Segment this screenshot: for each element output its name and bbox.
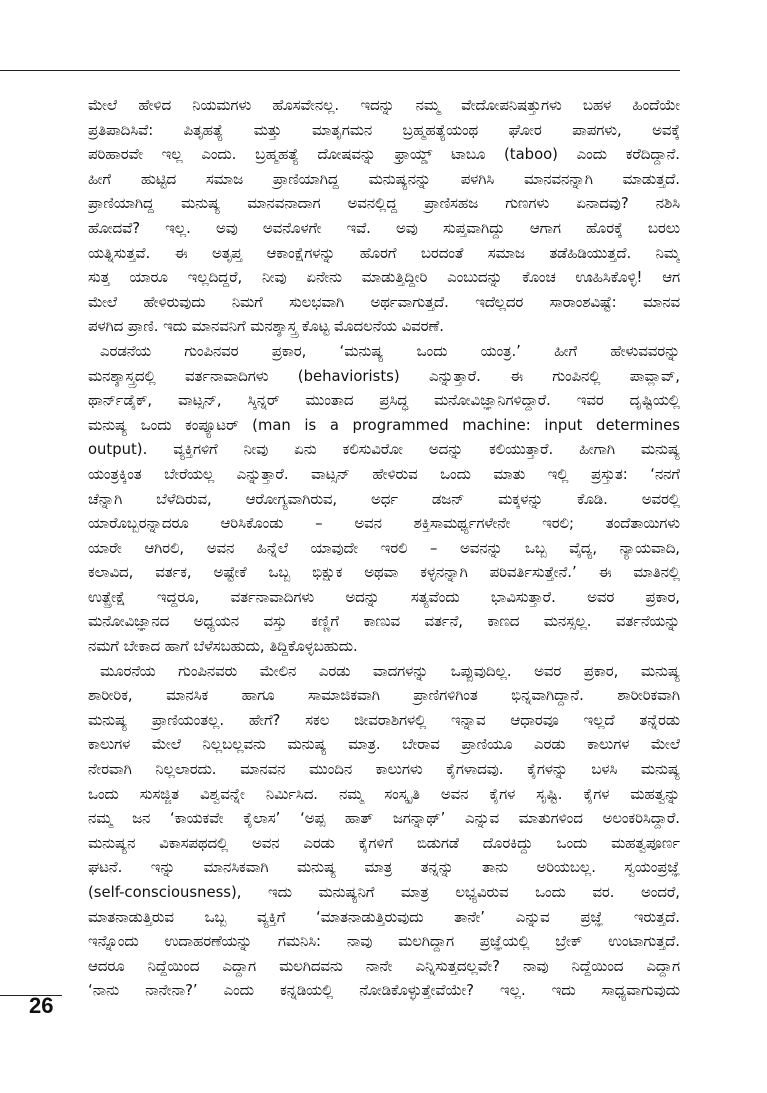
body-text: [88, 94, 680, 1004]
text-line: ನಮ್ಮ ಜನ ‘ಕಾಯಕವೇ ಕೈಲಾಸ’ ‘ಅಪ್ಪ ಹಾತ್ ಜಗನ್ನಾಥ್’ ಎನ್ನುವ ಮಾತುಗಳಿಂದ ಅಲಂಕರಿಸಿದ್ದಾರೆ.: [88, 810, 680, 828]
text-line: ಮಾತನಾಡುತ್ತಿರುವ ಒಬ್ಬ ವ್ಯಕ್ತಿಗೆ ‘ಮಾತನಾಡುತ್ತಿರುವುದು ತಾನೇ’ ಎನ್ನುವ ಪ್ರಜ್ಞೆ ಇರುತ್ತದೆ.: [88, 908, 680, 926]
text-line: ಉತ್ಪ್ರೇಕ್ಷೆ ಇದ್ದರೂ, ವರ್ತನಾವಾದಿಗಳು ಅದನ್ನು ಸತ್ಯವೆಂದು ಭಾವಿಸುತ್ತಾರೆ. ಅವರ ಪ್ರಕಾರ,: [88, 588, 680, 606]
text-line: ಯತ್ನಿಸುತ್ತವೆ. ಈ ಅತೃಪ್ತ ಆಕಾಂಕ್ಷೆಗಳನ್ನು ಹೊರಗೆ ಬರದಂತೆ ಸಮಾಜ ತಡೆಹಿಡಿಯುತ್ತದೆ. ನಿಮ್ಮ: [88, 244, 680, 262]
text-line: ಮನುಷ್ಯನ ವಿಕಾಸಪಥದಲ್ಲಿ ಅವನ ಎರಡು ಕೈಗಳಿಗೆ ಬಿಡುಗಡೆ ದೊರಕಿದ್ದು ಒಂದು ಮಹತ್ವಪೂರ್ಣ: [88, 834, 680, 852]
text-line: ಮೂರನೆಯ ಗುಂಪಿನವರು ಮೇಲಿನ ಎರಡು ವಾದಗಳನ್ನು ಒಪ್ಪುವುದಿಲ್ಲ. ಅವರ ಪ್ರಕಾರ, ಮನುಷ್ಯ: [100, 662, 680, 680]
text-line: ಥಾರ್ನ್‌ಡೈಕ್, ವಾಟ್ಸನ್, ಸ್ಕಿನ್ನರ್ ಮುಂತಾದ ಪ್ರಸಿದ್ಧ ಮನೋವಿಜ್ಞಾನಿಗಳಿದ್ದಾರೆ. ಇವರ ದೃಷ್ಟಿಯಲ್ಲಿ: [88, 392, 680, 410]
text-line: ಪರಿಹಾರವೇ ಇಲ್ಲ ಎಂದು. ಬ್ರಹ್ಮಹತ್ಯೆ ದೋಷವನ್ನು ಫ್ರಾಯ್ಡ್ ಟಾಬೂ (taboo) ಎಂದು ಕರೆದಿದ್ದಾನೆ.: [88, 146, 680, 164]
text-line: ಒಂದು ಸುಸಜ್ಜಿತ ವಿಶ್ವವನ್ನೇ ನಿರ್ಮಿಸಿದ. ನಮ್ಮ ಸಂಸ್ಕೃತಿ ಅವನ ಕೈಗಳ ಸೃಷ್ಟಿ. ಕೈಗಳ ಮಹತ್ವನ್ನು: [88, 785, 680, 803]
text-line: ಕಾಲುಗಳ ಮೇಲೆ ನಿಲ್ಲಬಲ್ಲವನು ಮನುಷ್ಯ ಮಾತ್ರ. ಬೇರಾವ ಪ್ರಾಣಿಯೂ ಎರಡು ಕಾಲುಗಳ ಮೇಲೆ: [88, 736, 680, 754]
text-line: ಮನುಷ್ಯ ಒಂದು ಕಂಪ್ಯೂಟರ್ (man is a programmed machine: input determines: [88, 416, 680, 434]
text-line: ಇನ್ನೊಂದು ಉದಾಹರಣೆಯನ್ನು ಗಮನಿಸಿ: ನಾವು ಮಲಗಿದ್ದಾಗ ಪ್ರಜ್ಞೆಯಲ್ಲಿ ಬ್ರೇಕ್ ಉಂಟಾಗುತ್ತದೆ.: [88, 933, 680, 951]
text-line: ಘಟನೆ. ಇನ್ನು ಮಾನಸಿಕವಾಗಿ ಮನುಷ್ಯ ಮಾತ್ರ ತನ್ನನ್ನು ತಾನು ಅರಿಯಬಲ್ಲ. ಸ್ವಯಂಪ್ರಜ್ಞೆ: [88, 859, 680, 877]
text-line: ಮನುಷ್ಯ ಪ್ರಾಣಿಯಂತಲ್ಲ. ಹೇಗೆ? ಸಕಲ ಜೀವರಾಶಿಗಳಲ್ಲಿ ಇನ್ನಾವ ಆಧಾರವೂ ಇಲ್ಲದೆ ತನ್ನೆರಡು: [88, 711, 680, 729]
text-line: ಹೋದವೆ? ಇಲ್ಲ. ಅವು ಅವನೊಳಗೇ ಇವೆ. ಅವು ಸುಪ್ತವಾಗಿದ್ದು ಆಗಾಗ ಹೊರಕ್ಕೆ ಬರಲು: [88, 219, 680, 237]
text-line: ‘ನಾನು ನಾನೇನಾ?’ ಎಂದು ಕನ್ನಡಿಯಲ್ಲಿ ನೋಡಿಕೊಳ್ಳುತ್ತೇವೆಯೇ? ಇಲ್ಲ. ಇದು ಸಾಧ್ಯವಾಗುವುದು: [88, 982, 680, 1000]
text-line: ಯಂತ್ರಕ್ಕಿಂತ ಬೇರೆಯಲ್ಲ ಎನ್ನುತ್ತಾರೆ. ವಾಟ್ಸನ್ ಹೇಳಿರುವ ಒಂದು ಮಾತು ಇಲ್ಲಿ ಪ್ರಸ್ತುತ: ‘ನನಗೆ: [88, 465, 680, 483]
text-line: ನೇರವಾಗಿ ನಿಲ್ಲಲಾರದು. ಮಾನವನ ಮುಂದಿನ ಕಾಲುಗಳು ಕೈಗಳಾದವು. ಕೈಗಳನ್ನು ಬಳಸಿ ಮನುಷ್ಯ: [88, 761, 680, 779]
text-line: ಆದರೂ ನಿದ್ದೆಯಿಂದ ಎದ್ದಾಗ ಮಲಗಿದವನು ನಾನೇ ಎನ್ನಿಸುತ್ತದಲ್ಲವೇ? ನಾವು ನಿದ್ದೆಯಿಂದ ಎದ್ದಾಗ: [88, 957, 680, 975]
text-line: ಯಾರೊಬ್ಬರನ್ನಾದರೂ ಆರಿಸಿಕೊಂಡು – ಅವನ ಶಕ್ತಿಸಾಮರ್ಥ್ಯಗಳೇನೇ ಇರಲಿ; ತಂದೆತಾಯಿಗಳು: [88, 515, 680, 533]
text-line: ಮನಶ್ಶಾಸ್ತ್ರದಲ್ಲಿ ವರ್ತನಾವಾದಿಗಳು (behaviorists) ಎನ್ನುತ್ತಾರೆ. ಈ ಗುಂಪಿನಲ್ಲಿ ಪಾವ್ಲಾವ್,: [88, 367, 680, 385]
text-line: ಸುತ್ತ ಯಾರೂ ಇಲ್ಲದಿದ್ದರೆ, ನೀವು ಏನೇನು ಮಾಡುತ್ತಿದ್ದೀರಿ ಎಂಬುದನ್ನು ಕೊಂಚ ಊಹಿಸಿಕೊಳ್ಳಿ! ಆಗ: [88, 269, 680, 287]
text-line: ಚೆನ್ನಾಗಿ ಬೆಳೆದಿರುವ, ಆರೋಗ್ಯವಾಗಿರುವ, ಅರ್ಧ ಡಜನ್ ಮಕ್ಕಳನ್ನು ಕೊಡಿ. ಅವರಲ್ಲಿ: [88, 490, 680, 508]
header-rule: [0, 70, 680, 71]
text-line: ಕಲಾವಿದ, ವರ್ತಕ, ಅಷ್ಟೇಕೆ ಒಬ್ಬ ಭಿಕ್ಷುಕ ಅಥವಾ ಕಳ್ಳನನ್ನಾಗಿ ಪರಿವರ್ತಿಸುತ್ತೇನೆ.’ ಈ ಮಾತಿನಲ್ಲಿ: [88, 564, 680, 582]
text-line: ನಮಗೆ ಬೇಕಾದ ಹಾಗೆ ಬೆಳೆಸಬಹುದು, ತಿದ್ದಿಕೊಳ್ಳಬಹುದು.: [88, 638, 358, 656]
text-line: ಶಾರೀರಿಕ, ಮಾನಸಿಕ ಹಾಗೂ ಸಾಮಾಜಿಕವಾಗಿ ಪ್ರಾಣಿಗಳಿಗಿಂತ ಭಿನ್ನವಾಗಿದ್ದಾನೆ. ಶಾರೀರಿಕವಾಗಿ: [88, 687, 680, 705]
text-line: ಪಳಗಿದ ಪ್ರಾಣಿ. ಇದು ಮಾನವನಿಗೆ ಮನಶ್ಶಾಸ್ತ್ರ ಕೊಟ್ಟ ಮೊದಲನೆಯ ವಿವರಣೆ.: [88, 318, 444, 336]
text-line: ಹೀಗೆ ಹುಟ್ಟಿದ ಸಮಾಜ ಪ್ರಾಣಿಯಾಗಿದ್ದ ಮನುಷ್ಯನನ್ನು ಪಳಗಿಸಿ ಮಾನವನನ್ನಾಗಿ ಮಾಡುತ್ತದೆ.: [88, 170, 680, 188]
text-line: ಮನೋವಿಜ್ಞಾನದ ಅಧ್ಯಯನ ವಸ್ತು ಕಣ್ಣಿಗೆ ಕಾಣುವ ವರ್ತನೆ, ಕಾಣದ ಮನಸ್ಸಲ್ಲ. ವರ್ತನೆಯನ್ನು: [88, 613, 680, 631]
text-line: ಮೇಲೆ ಹೇಳಿರುವುದು ನಿಮಗೆ ಸುಲಭವಾಗಿ ಅರ್ಥವಾಗುತ್ತದೆ. ಇದೆಲ್ಲದರ ಸಾರಾಂಶವಿಷ್ಟೆ: ಮಾನವ: [88, 293, 680, 311]
text-line: ಪ್ರತಿಪಾದಿಸಿವೆ: ಪಿತೃಹತ್ಯೆ ಮತ್ತು ಮಾತೃಗಮನ ಬ್ರಹ್ಮಹತ್ಯೆಯಂಥ ಘೋರ ಪಾಪಗಳು, ಅವಕ್ಕೆ: [88, 121, 680, 139]
text-line: ಮೇಲೆ ಹೇಳಿದ ನಿಯಮಗಳು ಹೊಸವೇನಲ್ಲ. ಇದನ್ನು ನಮ್ಮ ವೇದೋಪನಿಷತ್ತುಗಳು ಬಹಳ ಹಿಂದೆಯೇ: [88, 97, 680, 114]
text-line: (self-consciousness), ಇದು ಮನುಷ್ಯನಿಗೆ ಮಾತ್ರ ಲಭ್ಯವಿರುವ ಒಂದು ವರ. ಅಂದರೆ,: [88, 884, 680, 901]
text-line: ಎರಡನೆಯ ಗುಂಪಿನವರ ಪ್ರಕಾರ, ‘ಮನುಷ್ಯ ಒಂದು ಯಂತ್ರ.’ ಹೀಗೆ ಹೇಳುವವರನ್ನು: [100, 342, 680, 360]
text-line: ಪ್ರಾಣಿಯಾಗಿದ್ದ ಮನುಷ್ಯ ಮಾನವನಾದಾಗ ಅವನಲ್ಲಿದ್ದ ಪ್ರಾಣಿಸಹಜ ಗುಣಗಳು ಏನಾದವು? ನಶಿಸಿ: [88, 195, 680, 213]
text-line: ಯಾರೇ ಆಗಿರಲಿ, ಅವನ ಹಿನ್ನೆಲೆ ಯಾವುದೇ ಇರಲಿ – ಅವನನ್ನು ಒಬ್ಬ ವೈದ್ಯ, ನ್ಯಾಯವಾದಿ,: [88, 539, 680, 557]
page-number: 26: [29, 993, 54, 1018]
text-line: output). ವ್ಯಕ್ತಿಗಳಿಗೆ ನೀವು ಏನು ಕಲಿಸುವಿರೋ ಅದನ್ನು ಕಲಿಯುತ್ತಾರೆ. ಹೀಗಾಗಿ ಮನುಷ್ಯ: [88, 441, 680, 459]
